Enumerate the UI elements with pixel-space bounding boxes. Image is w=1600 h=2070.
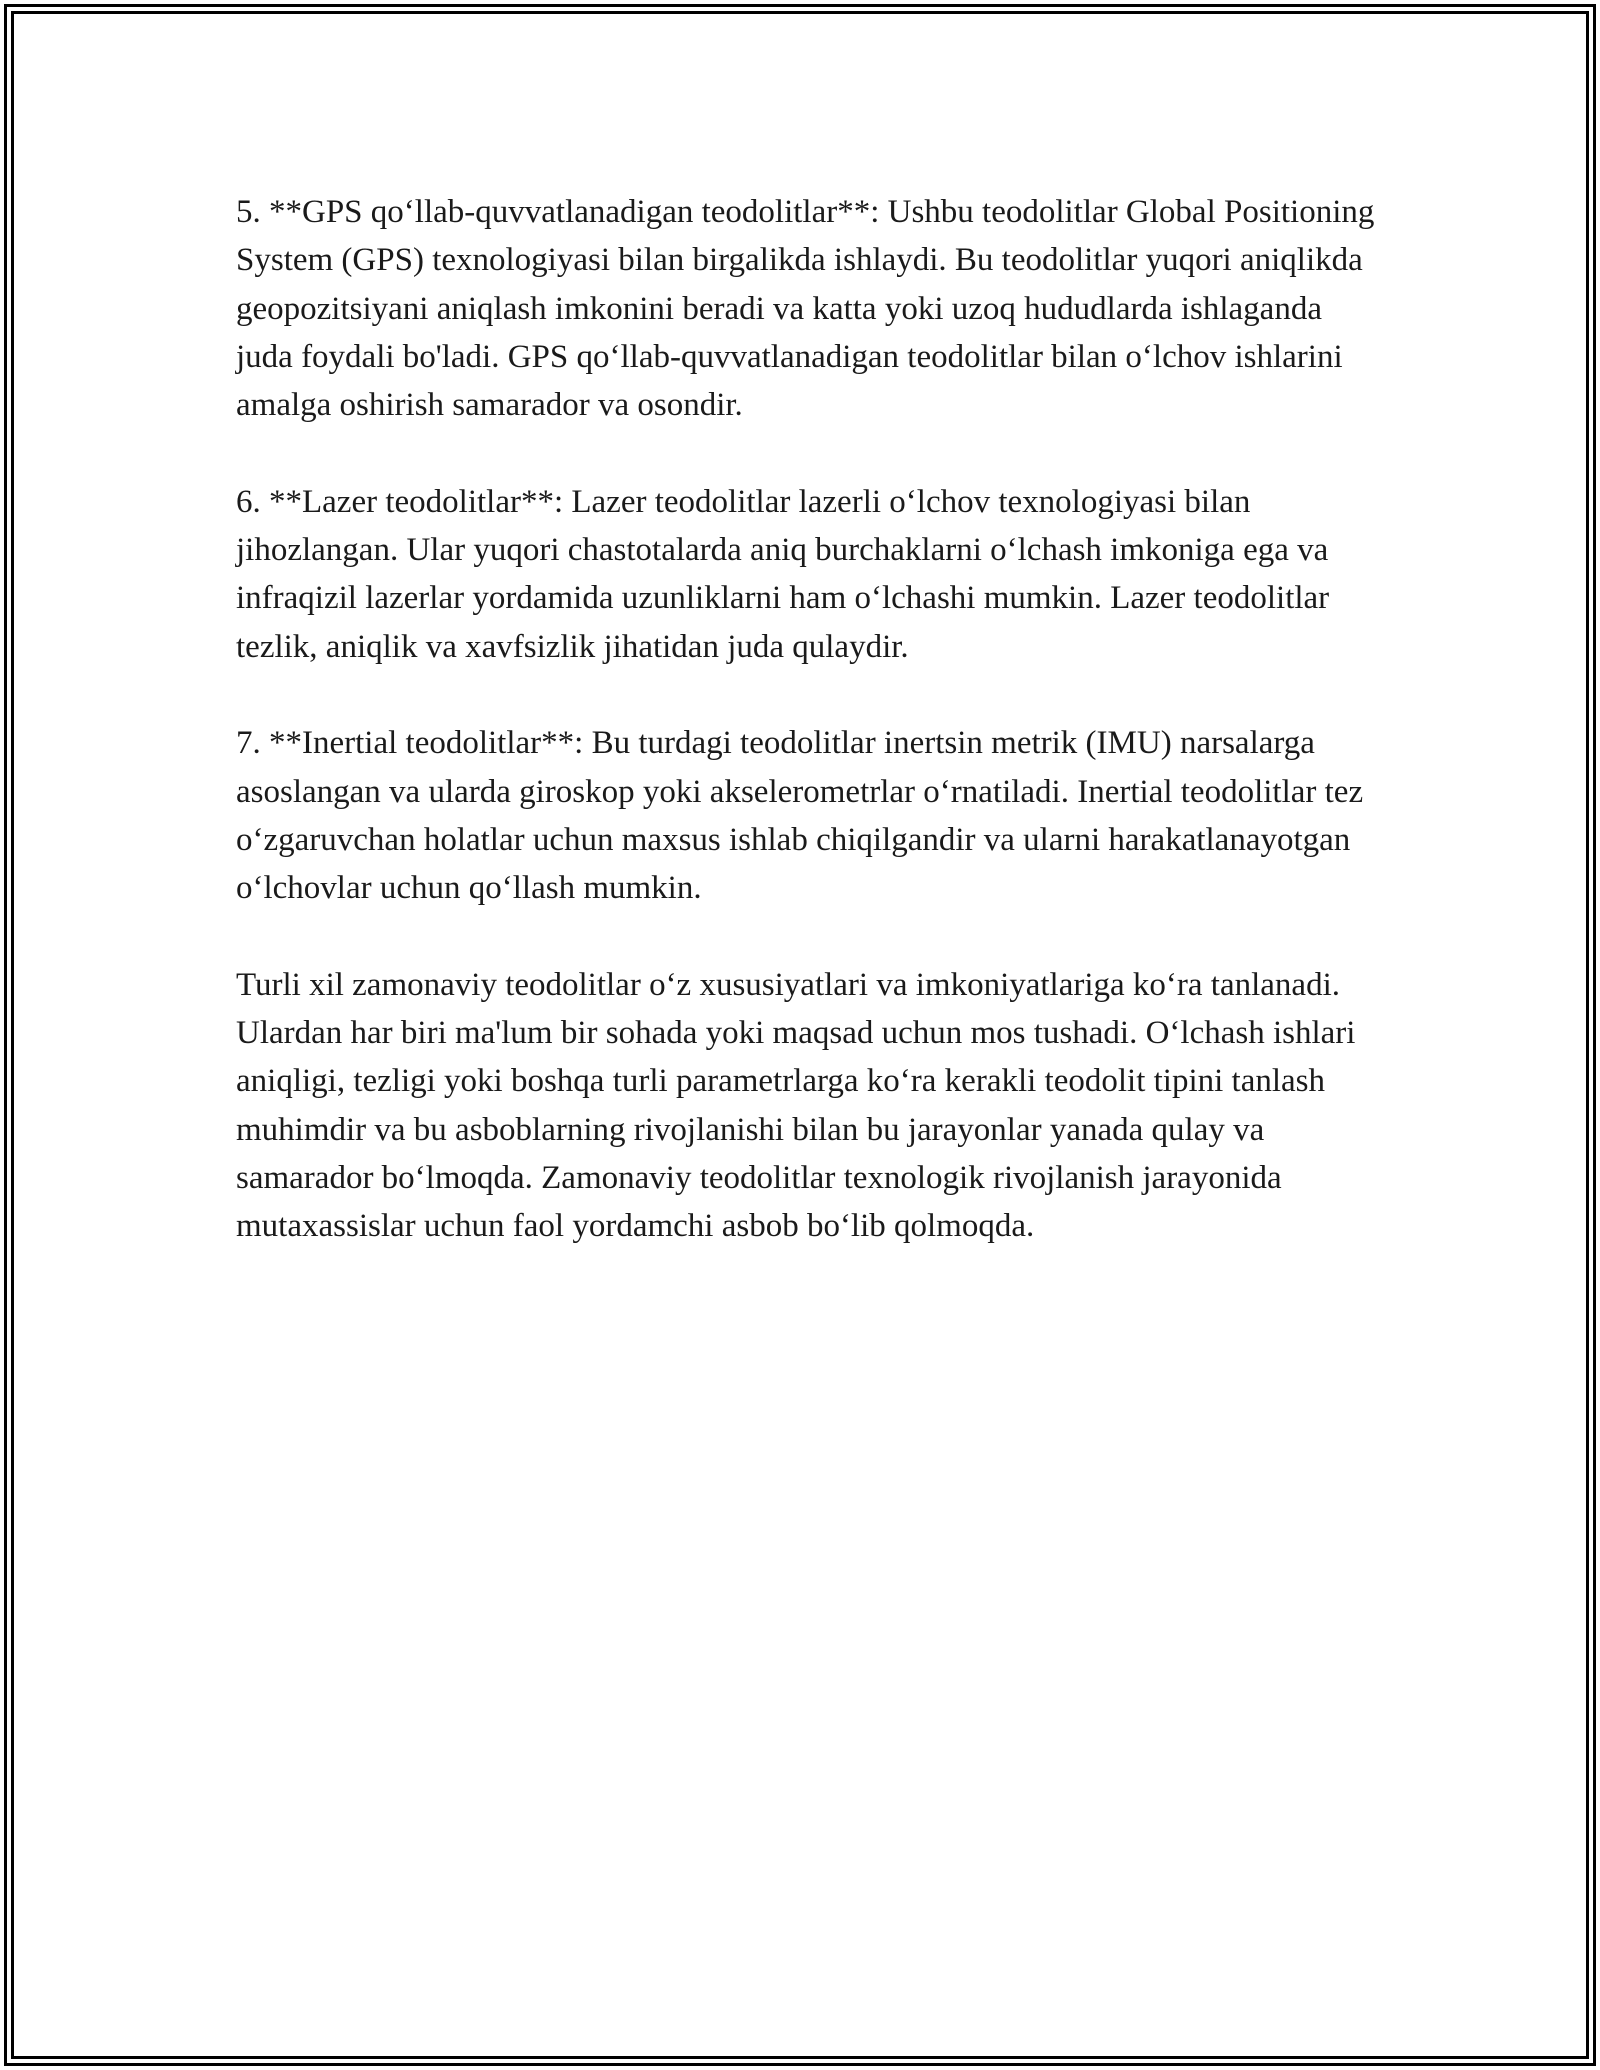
document-body bbox=[236, 188, 1376, 1299]
paragraph-gps-theodolites: 5. **GPS qo‘llab-quvvatlanadigan teodolitlar**: Ushbu teodolitlar Global Positioning System (GPS) texnologiyasi bilan birgalikda ishlaydi. Bu teodolitlar yuqori aniqlikda geopozitsiyani aniqlash imkonini beradi va katta yoki uzoq hududlarda ishlaganda juda foydali bo'ladi. GPS qo‘llab-quvvatlanadigan teodolitlar bilan o‘lchov ishlarini amalga oshirish samarador va osondir. bbox=[236, 194, 1375, 424]
paragraph-inertial-theodolites: 7. **Inertial teodolitlar**: Bu turdagi teodolitlar inertsin metrik (IMU) narsalarga asoslangan va ularda giroskop yoki akselerometrlar o‘rnatiladi. Inertial teodolitlar tez o‘zgaruvchan holatlar uchun maxsus ishlab chiqilgandir va ularni harakatlanayotgan o‘lchovlar uchun qo‘llash mumkin. bbox=[236, 725, 1364, 907]
paragraph-conclusion: Turli xil zamonaviy teodolitlar o‘z xususiyatlari va imkoniyatlariga ko‘ra tanlanadi. Ulardan har biri ma'lum bir sohada yoki maqsad uchun mos tushadi. O‘lchash ishlari aniqligi, tezligi yoki boshqa turli parametrlarga ko‘ra kerakli teodolit tipini tanlash muhimdir va bu asboblarning rivojlanishi bilan bu jarayonlar yanada qulay va samarador bo‘lmoqda. Zamonaviy teodolitlar texnologik rivojlanish jarayonida mutaxassislar uchun faol yordamchi asbob bo‘lib qolmoqda. bbox=[236, 966, 1356, 1245]
paragraph-laser-theodolites: 6. **Lazer teodolitlar**: Lazer teodolitlar lazerli o‘lchov texnologiyasi bilan jihozlangan. Ular yuqori chastotalarda aniq burchaklarni o‘lchash imkoniga ega va infraqizil lazerlar yordamida uzunliklarni ham o‘lchashi mumkin. Lazer teodolitlar tezlik, aniqlik va xavfsizlik jihatidan juda qulaydir. bbox=[236, 483, 1330, 665]
